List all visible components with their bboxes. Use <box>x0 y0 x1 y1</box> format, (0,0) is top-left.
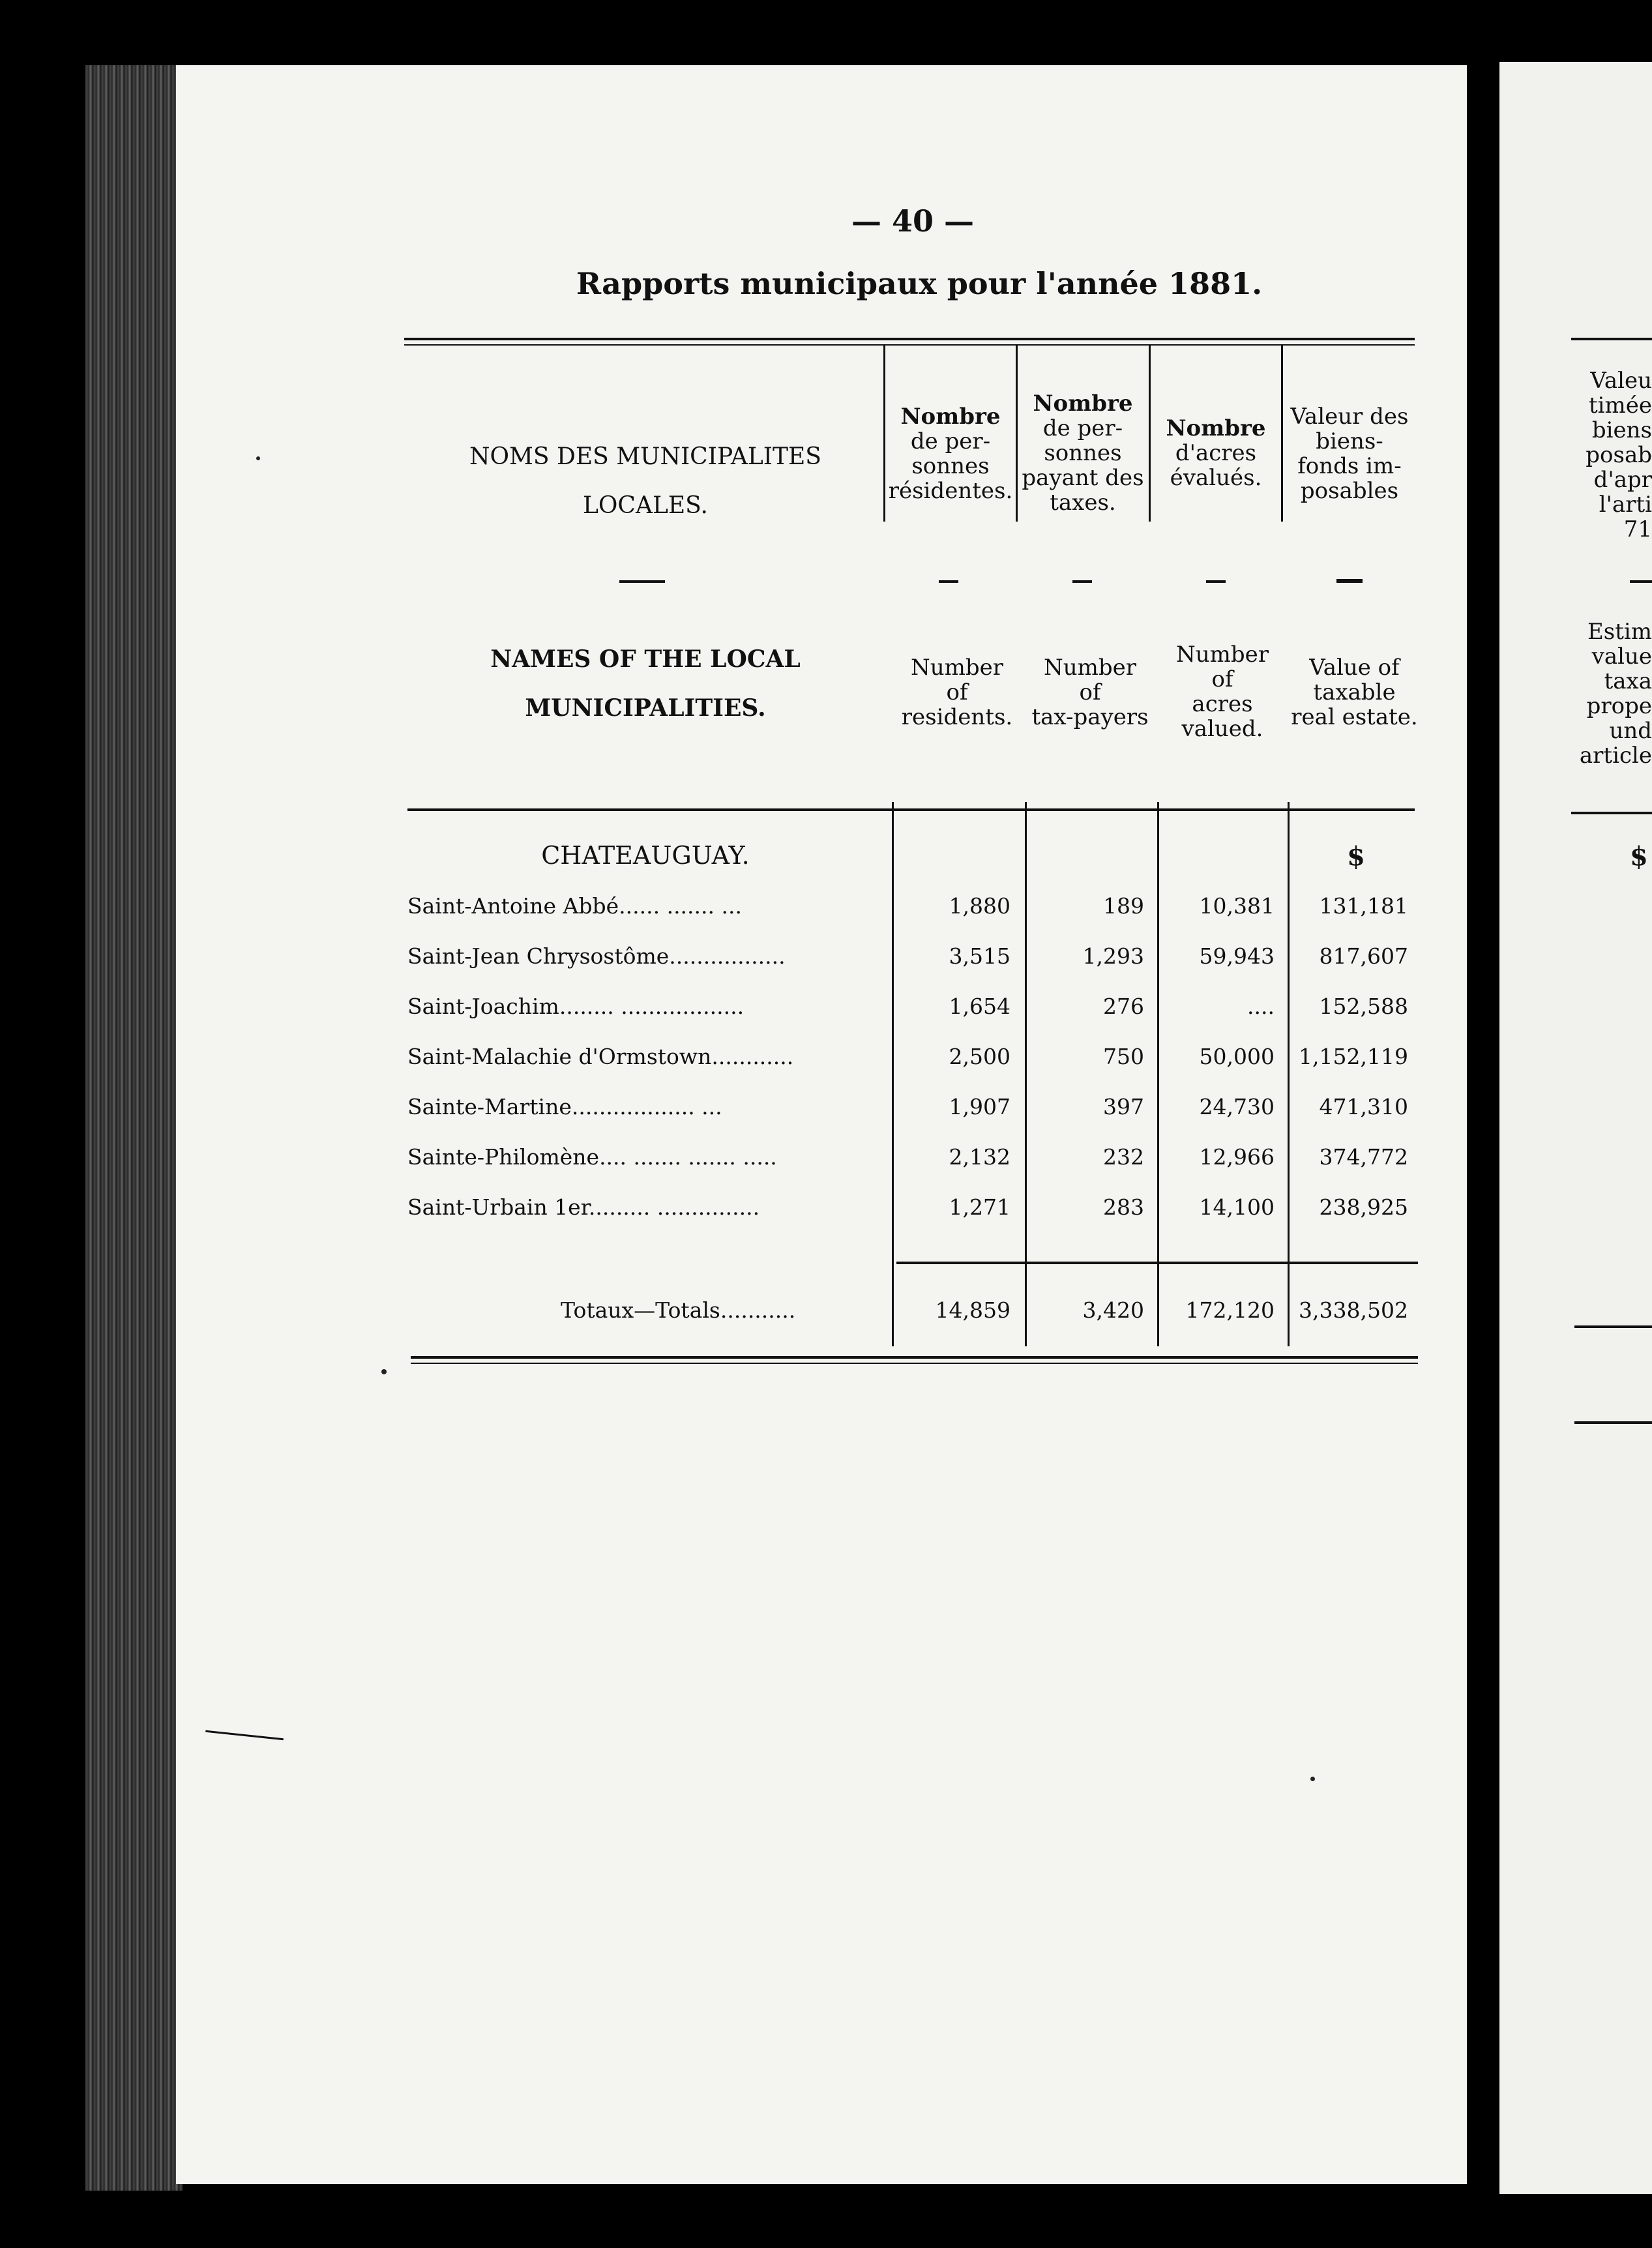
cell-taxpayers: 397 <box>1103 1094 1144 1119</box>
totals-residents: 14,859 <box>935 1297 1010 1323</box>
page-number: — 40 — <box>851 203 975 239</box>
scan-speck <box>256 456 260 460</box>
cell-acres: 59,943 <box>1199 943 1275 969</box>
adjacent-page <box>1499 62 1652 2194</box>
table-bottom-rule <box>411 1356 1418 1359</box>
header-col2-fr: Nombre de per- sonnes payant des taxes. <box>1022 391 1144 516</box>
page-title: Rapports municipaux pour l'année 1881. <box>576 266 1263 301</box>
cell-residents: 3,515 <box>949 943 1010 969</box>
separator-dash-name <box>619 580 665 583</box>
header-name-fr-line1: NOMS DES MUNICIPALITES <box>469 443 821 470</box>
col-divider-4-body <box>1288 802 1290 1346</box>
header-name-fr-line2: LOCALES. <box>583 492 708 519</box>
totals-top-rule <box>896 1262 1418 1264</box>
cell-residents: 2,500 <box>949 1044 1010 1069</box>
header-name-en-line1: NAMES OF THE LOCAL <box>490 645 801 673</box>
cell-value: 471,310 <box>1319 1094 1408 1119</box>
header-col4-fr: Valeur des biens- fonds im- posables <box>1290 404 1409 504</box>
scan-speck <box>1310 1777 1315 1781</box>
cell-taxpayers: 1,293 <box>1082 943 1144 969</box>
cell-acres: 10,381 <box>1199 893 1275 919</box>
header-col4-en: Value of taxable real estate. <box>1291 655 1418 730</box>
table-bottom-rule-thin <box>411 1363 1418 1364</box>
cell-acres: 24,730 <box>1199 1094 1275 1119</box>
table-top-rule-thin <box>404 344 1415 346</box>
adjacent-bottom-rule <box>1574 1421 1652 1424</box>
adjacent-header-rule <box>1571 812 1652 814</box>
cell-residents: 1,907 <box>949 1094 1010 1119</box>
cell-residents: 2,132 <box>949 1144 1010 1170</box>
header-col2-en: Number of tax-payers <box>1031 655 1149 730</box>
cell-taxpayers: 232 <box>1103 1144 1144 1170</box>
scan-speck <box>381 1369 387 1374</box>
cell-value: 374,772 <box>1319 1144 1408 1170</box>
cell-acres: 12,966 <box>1199 1144 1275 1170</box>
separator-dash-col4 <box>1336 579 1363 583</box>
adjacent-currency-symbol: $ <box>1630 841 1648 872</box>
scanned-page <box>176 65 1467 2184</box>
cell-acres: 14,100 <box>1199 1194 1275 1220</box>
municipality-name: Sainte-Philomène.... ....... ....... ..... <box>407 1144 777 1170</box>
totals-label: Totaux—Totals........... <box>561 1297 796 1323</box>
cell-value: 1,152,119 <box>1299 1044 1408 1069</box>
cell-value: 238,925 <box>1319 1194 1408 1220</box>
adjacent-top-rule <box>1571 338 1652 340</box>
adjacent-header-en: Estim value taxa prope und article <box>1579 619 1652 769</box>
county-name: CHATEAUGUAY. <box>541 841 750 870</box>
cell-taxpayers: 283 <box>1103 1194 1144 1220</box>
cell-residents: 1,880 <box>949 893 1010 919</box>
totals-value: 3,338,502 <box>1299 1297 1408 1323</box>
cell-taxpayers: 276 <box>1103 994 1144 1019</box>
table-top-rule <box>404 338 1415 340</box>
totals-acres: 172,120 <box>1185 1297 1275 1323</box>
header-col3-fr: Nombre d'acres évalués. <box>1166 415 1266 491</box>
cell-value: 152,588 <box>1319 994 1408 1019</box>
municipality-name: Saint-Jean Chrysostôme................. <box>407 943 786 969</box>
separator-dash-col2 <box>1072 580 1092 583</box>
municipality-name: Saint-Malachie d'Ormstown............ <box>407 1044 794 1069</box>
cell-acres: 50,000 <box>1199 1044 1275 1069</box>
municipality-name: Saint-Antoine Abbé...... ....... ... <box>407 893 742 919</box>
cell-taxpayers: 189 <box>1103 893 1144 919</box>
municipality-name: Sainte-Martine.................. ... <box>407 1094 722 1119</box>
adjacent-totals-rule <box>1574 1325 1652 1328</box>
col-divider-2-body <box>1025 802 1027 1346</box>
separator-dash-col3 <box>1206 580 1226 583</box>
municipality-name: Saint-Joachim........ .................. <box>407 994 745 1019</box>
separator-dash-col1 <box>939 580 958 583</box>
cell-residents: 1,271 <box>949 1194 1010 1220</box>
cell-taxpayers: 750 <box>1103 1044 1144 1069</box>
header-bottom-rule <box>407 808 1415 811</box>
col-divider-1-body <box>892 802 894 1346</box>
header-col1-en: Number of residents. <box>901 655 1013 730</box>
cell-value: 817,607 <box>1319 943 1408 969</box>
col-divider-3-body <box>1157 802 1159 1346</box>
adjacent-dash <box>1630 580 1652 583</box>
header-col3-en: Number of acres valued. <box>1175 642 1269 742</box>
municipality-name: Saint-Urbain 1er......... ............... <box>407 1194 760 1220</box>
book-binding-edge <box>85 65 183 2191</box>
totals-taxpayers: 3,420 <box>1082 1297 1144 1323</box>
adjacent-header-fr: Valeu timée biens posab d'apr l'arti 71 <box>1586 368 1652 542</box>
header-name-en-line2: MUNICIPALITIES. <box>525 694 766 722</box>
currency-symbol: $ <box>1347 841 1365 872</box>
cell-residents: 1,654 <box>949 994 1010 1019</box>
cell-value: 131,181 <box>1319 893 1408 919</box>
header-col1-fr: Nombre de per- sonnes résidentes. <box>888 404 1013 504</box>
cell-acres: .... <box>1247 994 1275 1019</box>
